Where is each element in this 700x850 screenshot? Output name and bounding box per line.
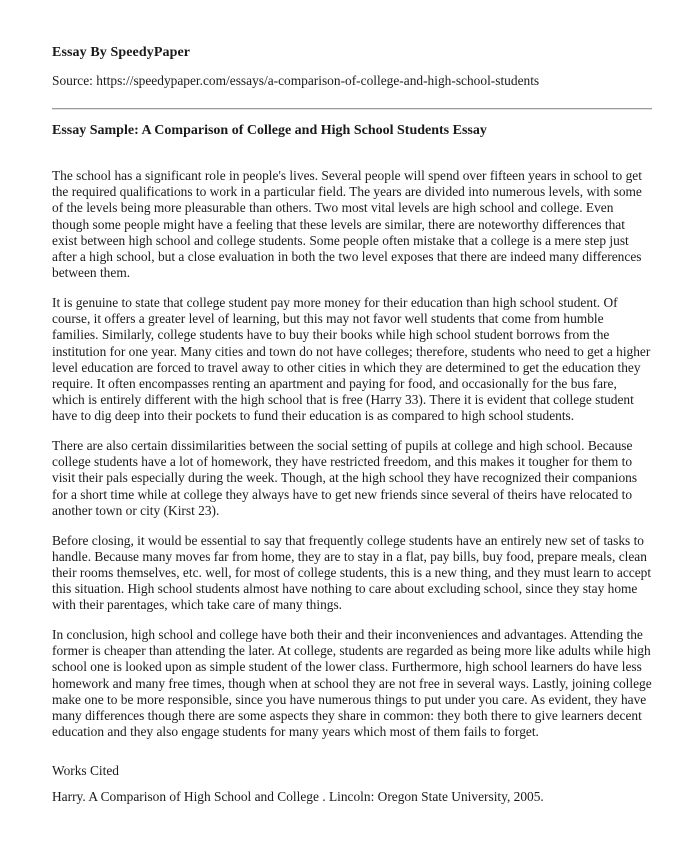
essay-body <box>52 168 652 754</box>
document-header-title: Essay By SpeedyPaper <box>52 45 191 60</box>
essay-paragraph-3: There are also certain dissimilarities between the social setting of pupils at college and high school. Because college students have a lot of homework, they have restricted freedom, and this makes it tougher for them to visit their pals especially during the week. Though, at the high school they have recognized their companions for a short time while at college they always have to get new friends since several of theirs have relocated to another town or city (Kirst 23). <box>52 438 638 518</box>
source-line: Source: https://speedypaper.com/essays/a-comparison-of-college-and-high-school-students <box>52 73 540 88</box>
essay-paragraph-2: It is genuine to state that college student pay more money for their education than high school student. Of course, it offers a greater level of learning, but this may not favor well students that come from humble families. Similarly, college students have to buy their books while high school student borrows from the institution for one year. Many cities and town do not have colleges; therefore, students who need to get a higher level education are forced to travel away to other cities in which they are determined to get the education they require. It often encompasses renting an apartment and paying for food, and occasionally for the bus fare, which is entirely different with the high school that is free (Harry 33). There it is evident that college student have to dig deep into their pockets to fund their education is as compared to high school students. <box>52 294 651 424</box>
citation-entry: Harry. A Comparison of High School and College . Lincoln: Oregon State University, 2005. <box>52 789 544 804</box>
essay-title: Essay Sample: A Comparison of College and High School Students Essay <box>52 123 487 138</box>
essay-paragraph-5: In conclusion, high school and college have both their and their inconveniences and advantages. Attending the former is cheaper than attending the later. At college, students are regarded as being more like adults while high school one is looked upon as simple student of the lower class. Furthermore, high school learners do have less homework and many free times, though when at school they are not free in several ways. Lastly, joining college make one to be more responsible, since you have numerous things to put under you care. As evident, they have many differences though there are some aspects they share in common: they both there to give learners decent education and they also engage students for many years which most of them fails to forget. <box>52 627 652 740</box>
works-cited-heading: Works Cited <box>52 763 119 778</box>
header-divider <box>52 108 652 110</box>
essay-paragraph-1: The school has a significant role in people's lives. Several people will spend over fifteen years in school to get the required qualifications to work in a particular field. The years are divided into numerous levels, with some of the levels being more pleasurable than others. Two most vital levels are high school and college. Even though some people might have a feeling that these levels are similar, there are noteworthy differences that exist between high school and college students. Some people often mistake that a college is a mere step just after a high school, but a close evaluation in both the two level exposes that there are indeed many differences between them. <box>52 168 642 281</box>
essay-paragraph-4: Before closing, it would be essential to say that frequently college students have an entirely new set of tasks to handle. Because many moves far from home, they are to stay in a flat, pay bills, buy food, prepare meals, clean their rooms themselves, etc. well, for most of college students, this is a new thing, and they must learn to accept this situation. High school students almost have nothing to care about excluding school, since they stay home with their parentages, which take care of many things. <box>52 532 652 613</box>
